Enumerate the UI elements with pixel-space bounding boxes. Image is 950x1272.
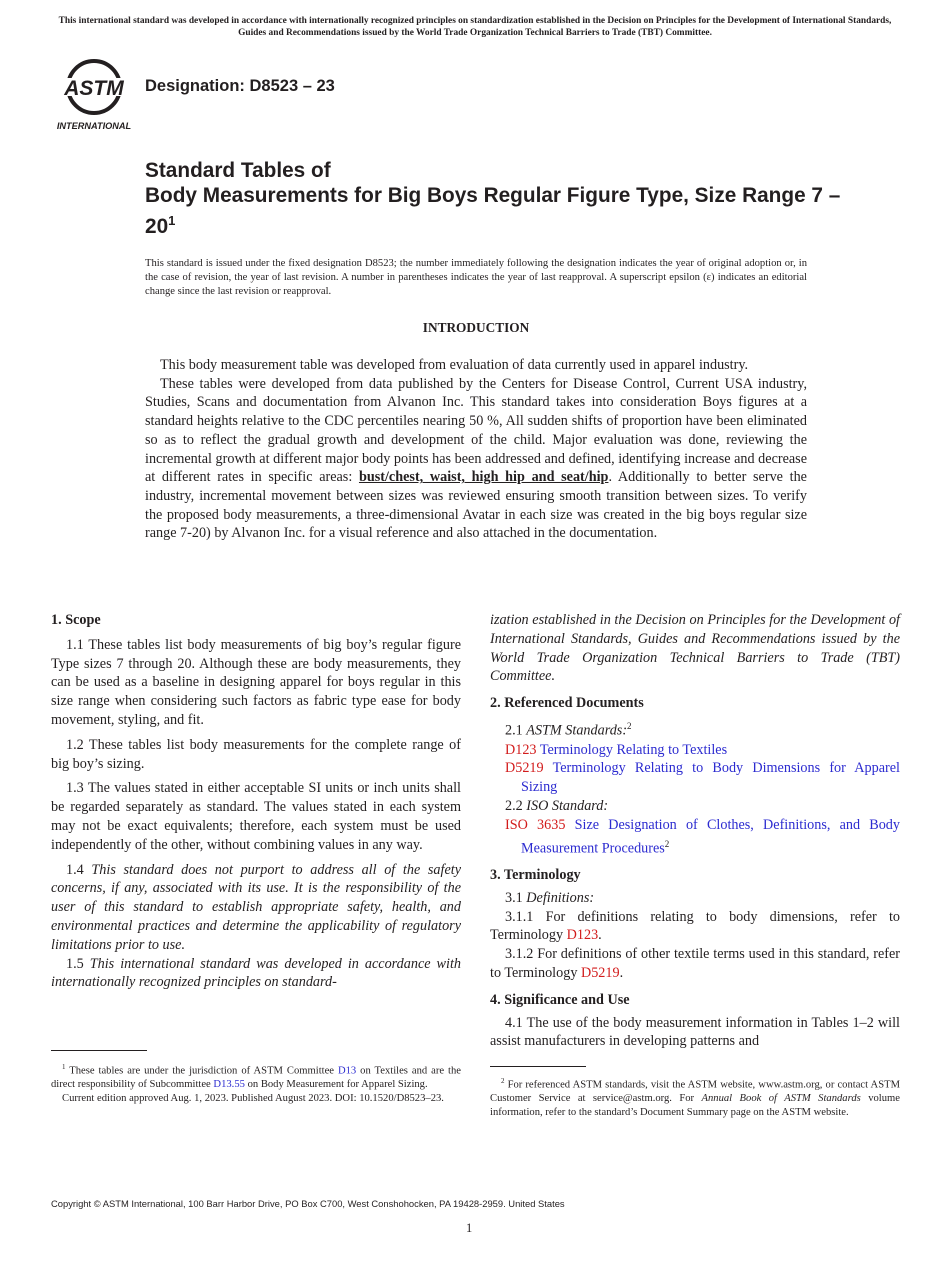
referenced-heading: 2. Referenced Documents [490, 695, 644, 712]
astm-standards-num: 2.1 [505, 722, 527, 739]
footnote-rule-left [51, 1050, 147, 1051]
intro-p2-text-b: . Additionally to better serve the industry, incremental movement between sizes was reviewed ensuring smooth transition between sizes. To verify the proposed body measurements, a three-dimensional Avatar in each size was created in the big boys regular size range 7-20) by Alvanon Inc. for a visual reference and also attached in the documentation. [145, 469, 807, 542]
svg-text:ASTM: ASTM [64, 77, 124, 100]
top-note: This international standard was developed in accordance with internationally recognized principles on standardization established in the Decision on Principles for the Development of International Standards, Guides and Recommendations issued by the World Trade Organization Technical Barriers to Trade (TBT) Committee. [58, 16, 892, 38]
ref-iso-3635[interactable] [490, 816, 900, 858]
footnote-1-text-b: on Textiles and are the direct responsibility of Subcommittee [51, 1065, 461, 1091]
designation: Designation: D8523 – 23 [145, 77, 335, 95]
scope-1-5-text: This international standard was developed in accordance with internationally recognized principles on standard- [51, 955, 461, 991]
page-number: 1 [466, 1221, 473, 1235]
scope-1-1: 1.1 These tables list body measurements of big boy’s regular figure Type sizes 7 through 20. Although these are body measurements, they can be used as a baseline in designing apparel for boys regular in this size range when considering such factors as fabric type ease for body movement, styling, and fit. [51, 636, 461, 728]
copyright: Copyright © ASTM International, 100 Barr Harbor Drive, PO Box C700, West Conshohocken, PA 19428-2959. United States [51, 1198, 565, 1209]
introduction [145, 356, 807, 543]
significance-heading: 4. Significance and Use [490, 991, 630, 1008]
title-line-2: Body Measurements for Big Boys Regular Figure Type, Size Range 7 – 20 [145, 184, 841, 238]
d5219-link[interactable]: D5219 [580, 965, 620, 982]
footnote-2-text-a: For referenced ASTM standards, visit the ASTM website, www.astm.org, or contact ASTM Customer Service at service@astm.org. For [490, 1079, 900, 1105]
ref-d123-title[interactable]: Terminology Relating to Textiles [539, 741, 728, 758]
subcommittee-d13-55-link[interactable]: D13.55 [213, 1079, 245, 1091]
scope-1-4 [51, 861, 461, 955]
definitions-num: 3.1 [505, 889, 527, 906]
intro-heading: INTRODUCTION [422, 320, 530, 335]
footnote-rule-right [490, 1066, 586, 1067]
title-footnote-mark: 1 [168, 213, 176, 228]
terminology-3-1-1-text: 3.1.1 For definitions relating to body dimensions, refer to Terminology [490, 908, 900, 944]
terminology-3-1-1: 3.1.1 For definitions relating to body dimensions, refer to Terminology D123. [490, 908, 900, 944]
astm-standards-label [490, 717, 900, 741]
astm-standards-text: ASTM Standards: [526, 722, 628, 739]
ref-iso-3635-title[interactable]: Size Designation of Clothes, Definitions, and Body Measurement Procedures [521, 816, 900, 857]
terminology-heading: 3. Terminology [490, 867, 581, 884]
scope-1-5 [51, 955, 461, 993]
footnote-1-text-a: These tables are under the jurisdiction of ASTM Committee [69, 1065, 338, 1077]
significance-4-1: 4.1 The use of the body measurement information in Tables 1–2 will assist manufacturers in developing patterns and [490, 1014, 900, 1050]
page-title [145, 158, 845, 239]
intro-paragraph-2 [145, 375, 807, 543]
ref-d5219-title[interactable]: Terminology Relating to Body Dimensions for Apparel Sizing [521, 760, 900, 796]
definitions-text: Definitions: [526, 889, 595, 906]
footnote-2 [490, 1075, 900, 1119]
ref-d123[interactable] [490, 741, 900, 760]
astm-logo [54, 58, 134, 132]
iso-standard-num: 2.2 [505, 797, 527, 814]
footnote-2-italic: Annual Book of ASTM Standards [701, 1093, 861, 1105]
iso-standard-label [490, 797, 900, 816]
footnote-1 [51, 1061, 461, 1105]
intro-p2-underlined: bust/chest, waist, high hip and seat/hip [358, 469, 609, 486]
footnote-1-text-c: on Body Measurement for Apparel Sizing. [244, 1079, 428, 1091]
astm-standards-sup: 2 [627, 720, 632, 731]
scope-heading: 1. Scope [51, 612, 101, 628]
astm-logo-icon [54, 58, 134, 132]
footnote-2-mark: 2 [501, 1077, 505, 1085]
logo-text: INTERNATIONAL [56, 121, 132, 131]
ref-iso-3635-sup: 2 [664, 838, 670, 849]
ref-d123-code[interactable]: D123 [505, 741, 537, 758]
terminology-3-1-2-text: 3.1.2 For definitions of other textile terms used in this standard, refer to Terminology [490, 946, 900, 982]
scope-1-2: 1.2 These tables list body measurements for the complete range of big boy’s sizing. [51, 736, 461, 772]
right-column [490, 611, 900, 1051]
iso-standard-text: ISO Standard: [526, 797, 609, 814]
scope-1-5-continued [490, 611, 900, 686]
scope-1-5-num: 1.5 [66, 955, 90, 972]
footnote-1-mark: 1 [62, 1063, 66, 1071]
issued-note: This standard is issued under the fixed designation D8523; the number immediately following the designation indicates the year of original adoption or, in the case of revision, the year of last revision. A number in parentheses indicates the year of last reapproval. A superscript epsilon (ε) indicates an editorial change since the last revision or reapproval. [145, 258, 807, 298]
d123-link[interactable]: D123 [566, 927, 599, 944]
intro-p2-text-a: These tables were developed from data published by the Centers for Disease Control, Current USA industry, Studies, Scans and documentation from Alvanon Inc. This standard takes into consideration Boys figures at a standard heights relative to the CDC percentiles nearing 50 %, All sudden shifts of proportion have been eliminated so as to reflect the gradual growth and development of the child. Major evaluation was done, reviewing the incremental growth at different major body points has been addressed and defined, identifying increase and decrease at different rates in specific areas: [145, 375, 807, 486]
committee-d13-link[interactable]: D13 [337, 1065, 357, 1077]
definitions-label [490, 889, 900, 908]
ref-iso-3635-code[interactable]: ISO 3635 [505, 816, 566, 833]
ref-d5219-code[interactable]: D5219 [505, 760, 544, 777]
scope-1-4-num: 1.4 [66, 861, 92, 878]
intro-paragraph-1: This body measurement table was developed from evaluation of data currently used in apparel industry. [160, 357, 749, 373]
footnote-2-text-b: volume information, refer to the standard’s Document Summary page on the ASTM website. [490, 1093, 900, 1118]
ref-d5219[interactable] [490, 759, 900, 797]
edition-note: Current edition approved Aug. 1, 2023. Published August 2023. DOI: 10.1520/D8523–23. [62, 1092, 444, 1104]
scope-1-4-text: This standard does not purport to address all of the safety concerns, if any, associated with its use. It is the responsibility of the user of this standard to establish appropriate safety, health, and environmental practices and determine the applicability of regulatory limitations prior to use. [51, 861, 461, 953]
left-column [51, 611, 461, 992]
terminology-3-1-2: 3.1.2 For definitions of other textile terms used in this standard, refer to Terminology D5219. [490, 946, 900, 982]
title-line-1: Standard Tables of [145, 159, 331, 182]
scope-1-5-continued-text: ization established in the Decision on Principles for the Development of International Standards, Guides and Recommendations issued by the World Trade Organization Technical Barriers to Trade (TBT) Committee. [490, 612, 900, 685]
scope-1-3: 1.3 The values stated in either acceptable SI units or inch units shall be regarded separately as standard. The values stated in each system may not be exact equivalents; therefore, each system must be used independently of the other, without combining values in any way. [51, 780, 461, 853]
